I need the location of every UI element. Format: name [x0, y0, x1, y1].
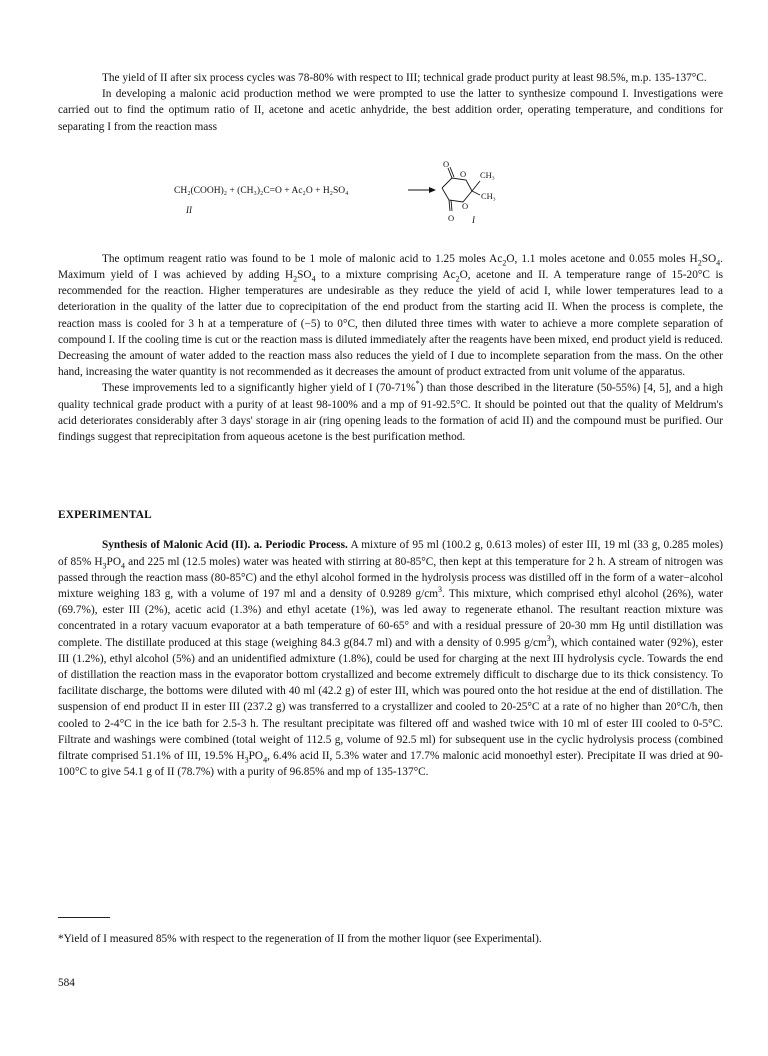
- paragraph-optimum-ratio: The optimum reagent ratio was found to be 1 mole of malonic acid to 1.25 moles $Ac_2O$, 1.1 moles acetone and 0.055 moles $H_2SO_4$. Maximum yield of I was achieved by adding $H_2SO_4$ to a mixture comprising $Ac_2O$, acetone and II. A temperature range of 15-20°C is recommended for the reaction. Higher temperatures are undesirable as they reduce the yield of acid I, while lower temperatures lead to a deterioration in the quality of the latter due to coprecipitation of the end product from the starting acid II. When the process is complete, the reaction mass is cooled for 3 h at a temperature of (−5) to 0°C, then diluted three times with water to achieve a more complete separation of compound I. If the cooling time is cut or the reaction mass is diluted immediately after the reagents have been mixed, end product yield is reduced. Decreasing the amount of water added to the reaction mass also reduces the yield of I due to incomplete separation from the mass. On the other hand, increasing the water quantity is not recommended as it decreases the amount of product extracted from unit volume of the apparatus.: [58, 252, 723, 379]
- scheme-product-label: I: [472, 214, 475, 225]
- carbonyl-bottom: [449, 200, 450, 211]
- paragraph-yield: The yield of II after six process cycles was 78-80% with respect to III; technical grade product purity at least 98.5%, m.p. 135-137°C.: [102, 72, 707, 84]
- methyl-bond-side: [472, 191, 480, 195]
- ring-bonds: [442, 178, 472, 202]
- methyl-bond-top: [472, 181, 480, 191]
- ring-o-top: O: [443, 158, 450, 169]
- scheme-ch3-side: CH₃: [481, 190, 496, 201]
- section-heading-experimental: EXPERIMENTAL: [58, 509, 152, 522]
- ring-o-bottom: O: [462, 200, 469, 211]
- reaction-scheme-drawing: [58, 145, 723, 237]
- footnote-rule: [58, 917, 110, 918]
- scheme-ch3-top: CH₃: [480, 169, 495, 180]
- page-body: [58, 70, 723, 781]
- paragraph-improvements: These improvements led to a significantly higher yield of I (70-71%*) than those described in the literature (50-55%) [4, 5], and a high quality technical grade product with a purity of at least 98-100% and a mp of 91-92.5°C. It should be pointed out that the quality of Meldrum's acid deteriorates considerably after 3 days' storage in air (ring opening leads to the formation of acid II) and the compound must be purified. Our findings suggest that reprecipitation from aqueous acetone is the best purification method.: [58, 379, 723, 444]
- scheme-reactants: CH₂(COOH)₂ + (CH₃)₂C=O + Ac₂O + H₂SO₄: [174, 185, 349, 196]
- paragraph-malonic-method: In developing a malonic acid production method we were prompted to use the latter to synthesize compound I. Investigations were carried out to find the optimum ratio of II, acetone and acetic anhydride, the best addition order, operating temperature, and conditions for separating I from the reaction mass: [58, 88, 723, 133]
- paragraph-synthesis: Synthesis of Malonic Acid (II). a. Periodic Process. A mixture of 95 ml (100.2 g, 0.613 moles) of ester III, 19 ml (33 g, 0.285 moles) of 85% $H_3PO_4$ and 225 ml (12.5 moles) water was heated with stirring at 80-85°C, then kept at this temperature for 2 h. A stream of nitrogen was passed through the reaction mass (80-85°C) and the ethyl alcohol formed in the hydrolysis process was distilled off in the form of a water−alcohol mixture weighing 183 g, with a volume of 197 ml and a density of 0.9289 $g/cm^3$. This mixture, which comprised ethyl alcohol (26%), water (69.7%), ester III (2%), acetic acid (1.3%) and ethyl acetate (1%), was led away to regenerate ethanol. The resultant reaction mixture was concentrated in a rotary vacuum evaporator at a bath temperature of 60-65° and with a residual pressure of 20-30 mm Hg until distillation was complete. The distillate produced at this stage (weighing 84.3 g(84.7 ml) and with a density of 0.995 $g/cm^3$), which contained water (92%), ester III (1.2%), ethyl alcohol (5%) and an unidentified admixture (1.8%), could be used for charging at the next III hydrolysis cycle. Towards the end of distillation the reaction mass in the evaporator bottom crystallized and become extremely difficult to discharge due to its thick consistency. To facilitate discharge, the bottoms were diluted with 40 ml (42.2 g) of ester III, which was poured onto the hot residue at the end of distillation. The suspension of end product II in ester III (237.2 g) was transferred to a crystallizer and cooled to 20-25°C at a rate of no higher than 20°C/h, then cooled to 2-4°C in the ice bath for 2.5-3 h. The resultant precipitate was filtered off and washed twice with 10 ml of ester III cooled to 0-5°C. Filtrate and washings were combined (total weight of 112.5 g, volume of 92.5 ml) for subsequent use in the cyclic hydrolysis process (combined filtrate comprised 51.1% of III, 19.5% $H_3PO_4$, 6.4% acid II, 5.3% water and 17.7% malonic acid monoethyl ester). Precipitate II was dried at 90-100°C to give 54.1 g of II (78.7%) with a purity of 96.85% and mp of 135-137°C.: [58, 539, 724, 779]
- reaction-scheme: [58, 145, 723, 237]
- ring-o-top2: O: [460, 168, 467, 179]
- page-number: 584: [58, 977, 75, 989]
- carbonyl-bottom-b: [451, 200, 452, 211]
- ring-o-carbonyl: O: [448, 212, 455, 223]
- scheme-reactant-label: II: [186, 204, 192, 215]
- scheme-arrow-head: [429, 187, 436, 193]
- footnote: *Yield of I measured 85% with respect to the regeneration of II from the mother liquor (see Experimental).: [58, 933, 542, 945]
